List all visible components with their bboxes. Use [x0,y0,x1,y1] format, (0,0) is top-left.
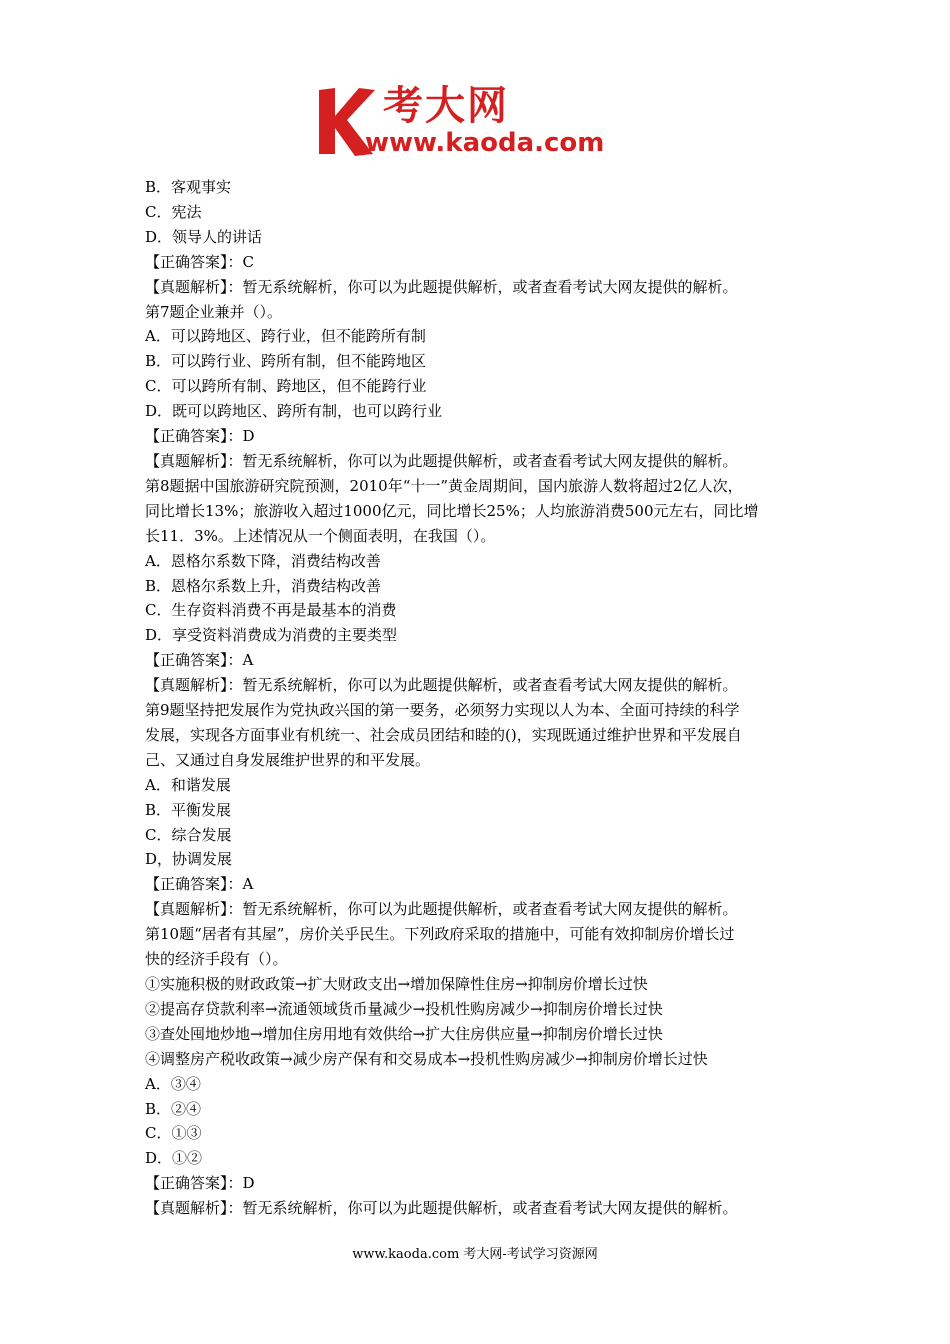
option-line: A．③④ [145,1074,201,1093]
option-line: B．恩格尔系数上升，消费结构改善 [145,576,382,595]
option-line: C．综合发展 [145,825,232,844]
answer-line: 【正确答案】：C [145,252,254,271]
logo-chinese-name: 考大网 [383,83,509,129]
option-line: A．可以跨地区、跨行业，但不能跨所有制 [145,327,426,346]
question-line: 第8题据中国旅游研究院预测，2010年“十一”黄金周期间，国内旅游人数将超过2亿人次， [145,476,743,495]
site-logo [315,82,645,162]
analysis-line: 【真题解析】：暂无系统解析，你可以为此题提供解析，或者查看考试大网友提供的解析。 [145,451,738,470]
option-line: A．恩格尔系数下降，消费结构改善 [145,551,381,570]
question-line: 第10题“居者有其屋”，房价关乎民生。下列政府采取的措施中，可能有效抑制房价增长过 [145,925,735,944]
option-line: D．既可以跨地区、跨所有制，也可以跨行业 [145,402,443,421]
option-line: C．①③ [145,1124,202,1143]
analysis-line: 【真题解析】：暂无系统解析，你可以为此题提供解析，或者查看考试大网友提供的解析。 [145,1199,738,1218]
option-line: A．和谐发展 [145,775,231,794]
option-line: B．可以跨行业、跨所有制，但不能跨地区 [145,352,427,371]
statement-line: ②提高存贷款利率→流通领域货币量减少→投机性购房减少→抑制房价增长过快 [145,999,663,1018]
question-line: 同比增长13%；旅游收入超过1000亿元，同比增长25%；人均旅游消费500元左右，同比增 [145,501,759,520]
question-line: 快的经济手段有（）。 [145,950,288,969]
page-footer: www.kaoda.com 考大网-考试学习资源网 [352,1247,598,1262]
option-line: D．享受资料消费成为消费的主要类型 [145,626,398,645]
question-line: 第9题坚持把发展作为党执政兴国的第一要务，必须努力实现以人为本、全面可持续的科学 [145,701,740,720]
option-line: C．可以跨所有制、跨地区，但不能跨行业 [145,377,427,396]
option-line: B．平衡发展 [145,800,232,819]
text-line: B．客观事实 [145,178,232,196]
option-line: D，协调发展 [145,850,233,869]
analysis-line: 【真题解析】：暂无系统解析，你可以为此题提供解析，或者查看考试大网友提供的解析。 [145,676,738,695]
logo-url: www.kaoda.com [365,128,605,158]
answer-line: 【正确答案】：A [145,875,254,894]
answer-line: 【正确答案】：A [145,651,254,670]
question-line: 第7题企业兼并（）。 [145,302,283,321]
option-line: D．①② [145,1149,203,1168]
statement-line: ①实施积极的财政政策→扩大财政支出→增加保障性住房→抑制房价增长过快 [145,975,648,993]
answer-line: 【正确答案】：D [145,427,255,446]
statement-line: ③查处囤地炒地→增加住房用地有效供给→扩大住房供应量→抑制房价增长过快 [145,1024,663,1043]
option-line: B．②④ [145,1099,202,1118]
answer-line: 【正确答案】：D [145,1174,255,1193]
question-content [145,175,825,1221]
text-line: D．领导人的讲话 [145,227,263,246]
option-line: C．生存资料消费不再是最基本的消费 [145,601,397,620]
analysis-line: 【真题解析】：暂无系统解析，你可以为此题提供解析，或者查看考试大网友提供的解析。 [145,900,738,919]
text-line: C．宪法 [145,202,202,221]
statement-line: ④调整房产税收政策→减少房产保有和交易成本→投机性购房减少→抑制房价增长过快 [145,1049,708,1068]
question-line: 长11．3%。上述情况从一个侧面表明，在我国（）。 [145,526,496,545]
question-line: 己、又通过自身发展维护世界的和平发展。 [145,750,431,769]
question-line: 发展，实现各方面事业有机统一、社会成员团结和睦的()，实现既通过维护世界和平发展自 [145,725,742,744]
analysis-line: 【真题解析】：暂无系统解析，你可以为此题提供解析，或者查看考试大网友提供的解析。 [145,277,738,296]
